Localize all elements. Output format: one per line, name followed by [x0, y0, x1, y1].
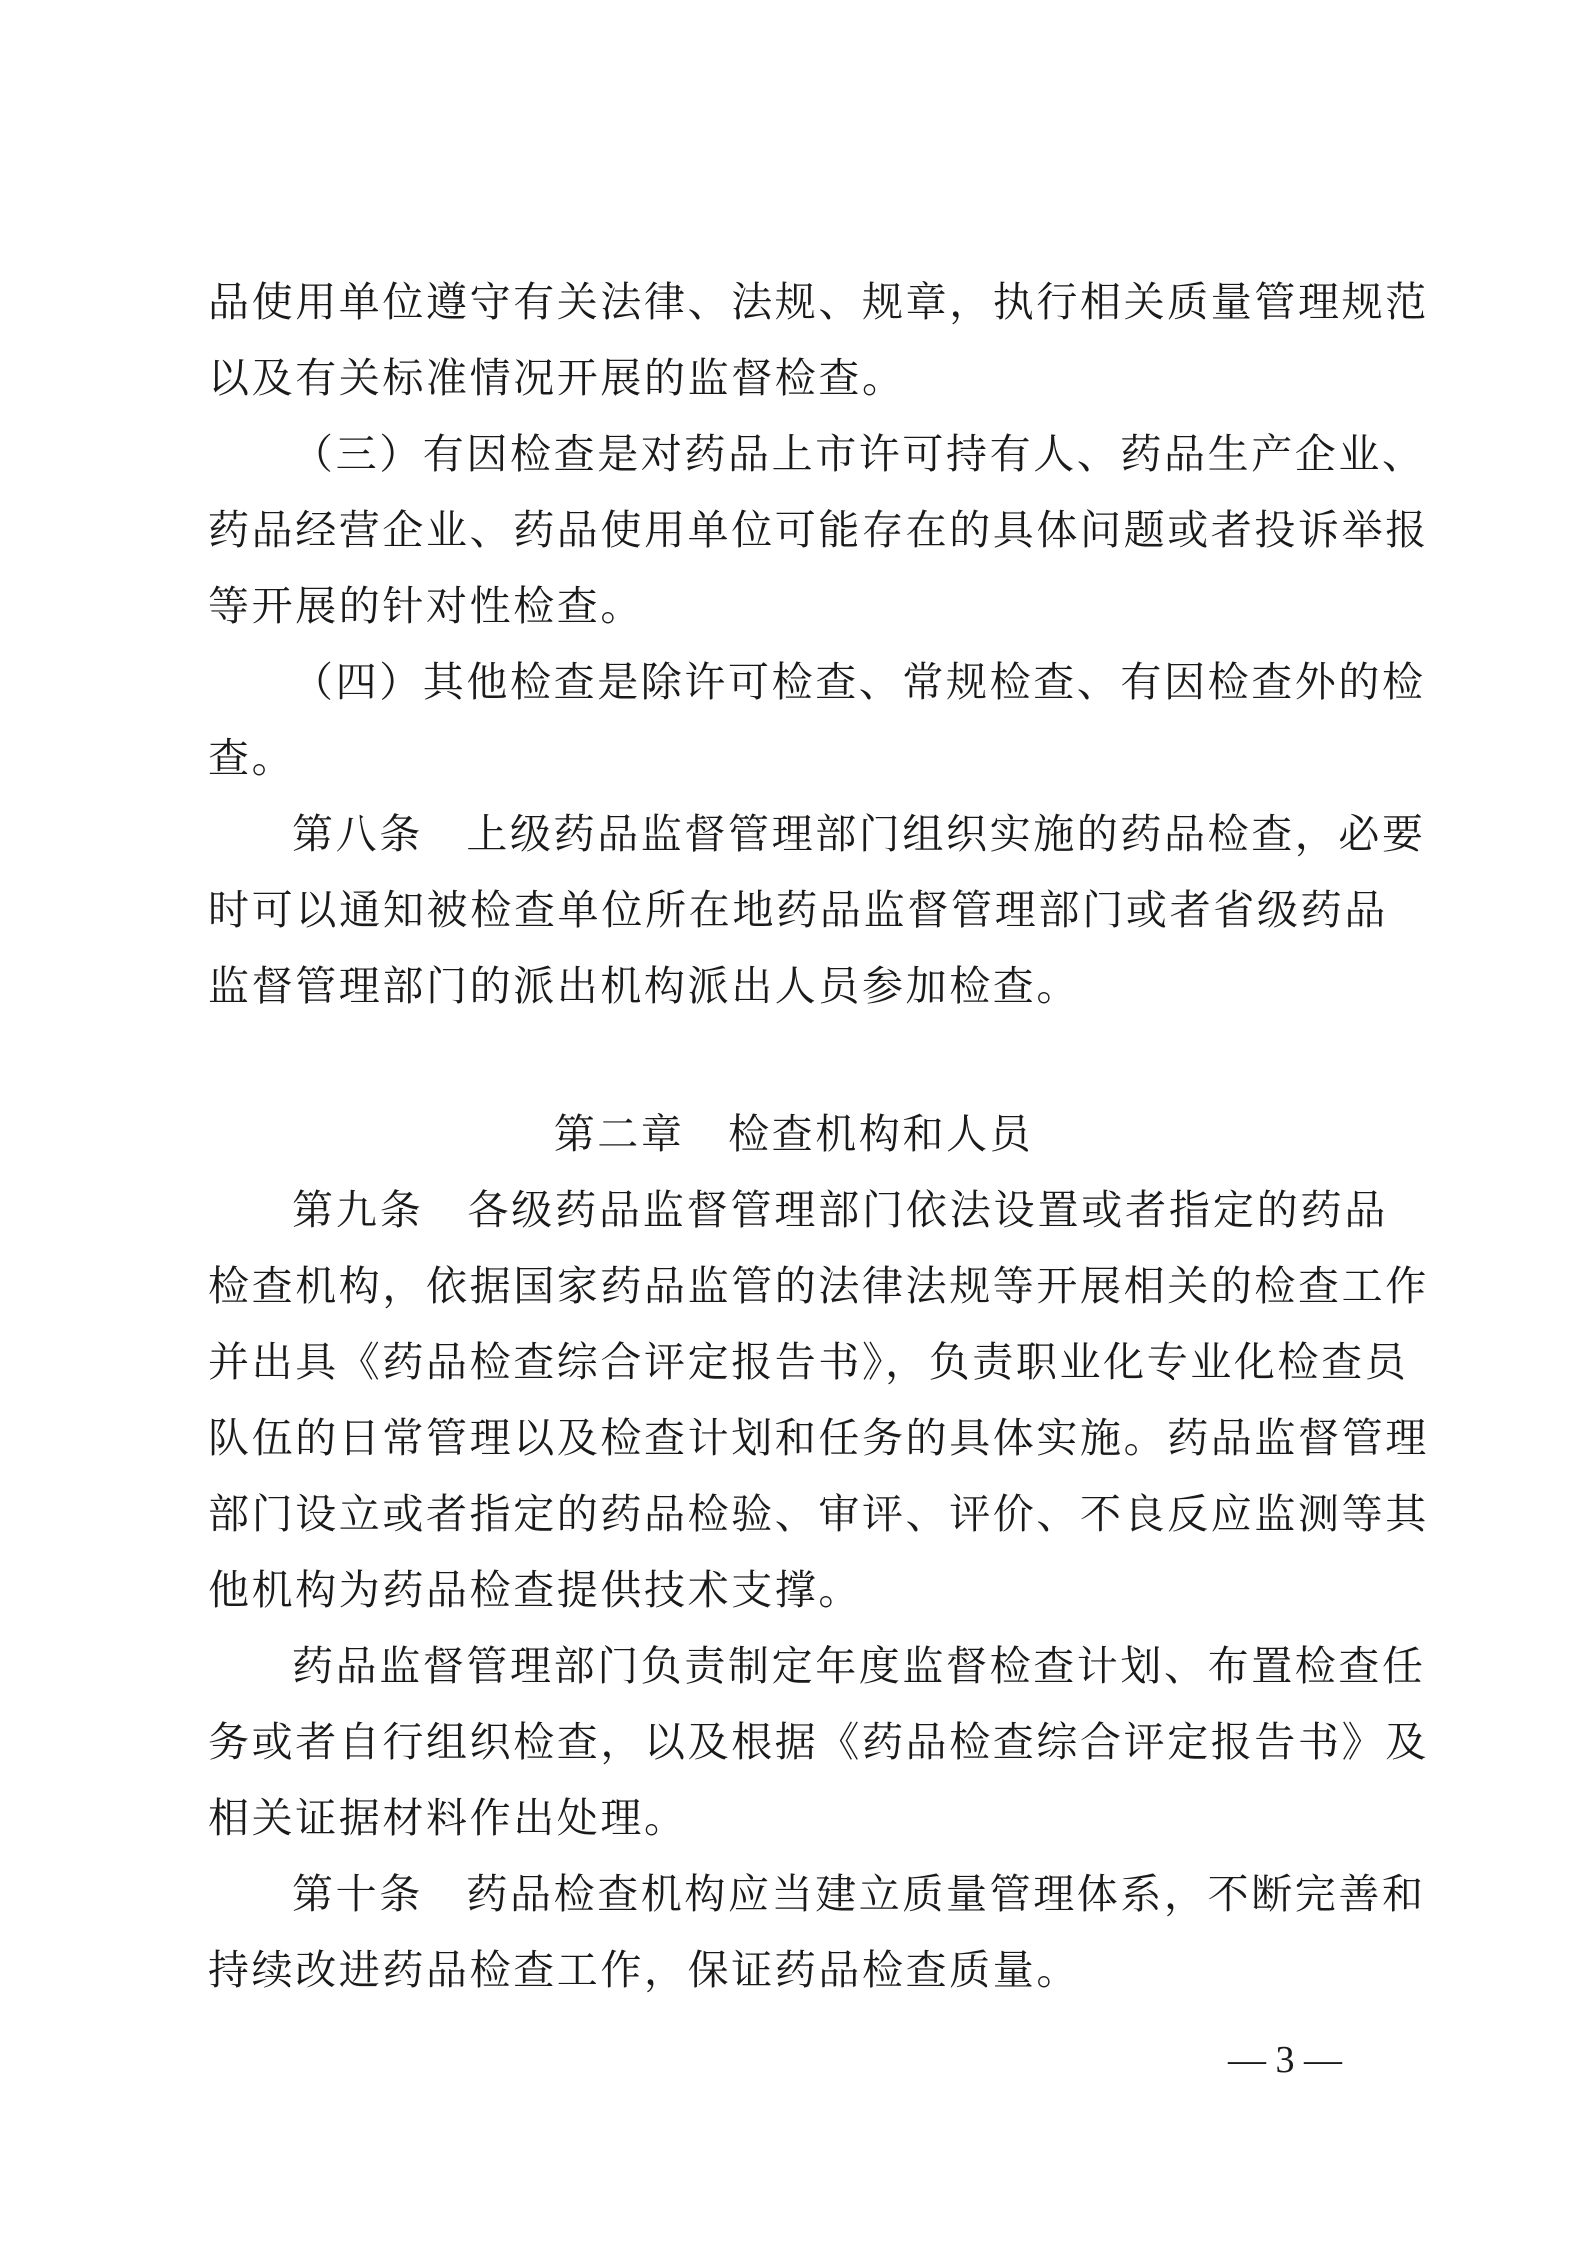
paragraph-line: 品使用单位遵守有关法律、法规、规章，执行相关质量管理规范 [208, 278, 1429, 326]
chapter-heading: 第二章 检查机构和人员 [553, 1110, 1034, 1158]
paragraph-line: 队伍的日常管理以及检查计划和任务的具体实施。药品监督管理 [208, 1414, 1429, 1462]
paragraph-line: 以及有关标准情况开展的监督检查。 [208, 354, 906, 402]
paragraph-line: 相关证据材料作出处理。 [208, 1794, 688, 1842]
article-8-line: 第八条 上级药品监督管理部门组织实施的药品检查，必要 [292, 810, 1426, 858]
paragraph-line: 他机构为药品检查提供技术支撑。 [208, 1566, 862, 1614]
paragraph-line: 时可以通知被检查单位所在地药品监督管理部门或者省级药品 [208, 886, 1388, 934]
paragraph-line: 监督管理部门的派出机构派出人员参加检查。 [208, 962, 1080, 1010]
paragraph-line: 检查机构，依据国家药品监管的法律法规等开展相关的检查工作 [208, 1262, 1429, 1310]
article-9-line: 第九条 各级药品监督管理部门依法设置或者指定的药品 [292, 1186, 1388, 1234]
paragraph-line: （三）有因检查是对药品上市许可持有人、药品生产企业、 [292, 430, 1426, 478]
paragraph-line: 务或者自行组织检查，以及根据《药品检查综合评定报告书》及 [208, 1718, 1429, 1766]
paragraph-line: 等开展的针对性检查。 [208, 582, 644, 630]
paragraph-line: 部门设立或者指定的药品检验、审评、评价、不良反应监测等其 [208, 1490, 1429, 1538]
page-number: — 3 — [1228, 2039, 1342, 2081]
paragraph-line: （四）其他检查是除许可检查、常规检查、有因检查外的检 [292, 658, 1426, 706]
paragraph-line: 药品监督管理部门负责制定年度监督检查计划、布置检查任 [292, 1642, 1426, 1690]
paragraph-line: 查。 [208, 734, 296, 782]
paragraph-line: 持续改进药品检查工作，保证药品检查质量。 [208, 1946, 1080, 1994]
paragraph-line: 药品经营企业、药品使用单位可能存在的具体问题或者投诉举报 [208, 506, 1429, 554]
article-10-line: 第十条 药品检查机构应当建立质量管理体系，不断完善和 [292, 1870, 1426, 1918]
paragraph-line: 并出具《药品检查综合评定报告书》，负责职业化专业化检查员 [208, 1338, 1409, 1386]
